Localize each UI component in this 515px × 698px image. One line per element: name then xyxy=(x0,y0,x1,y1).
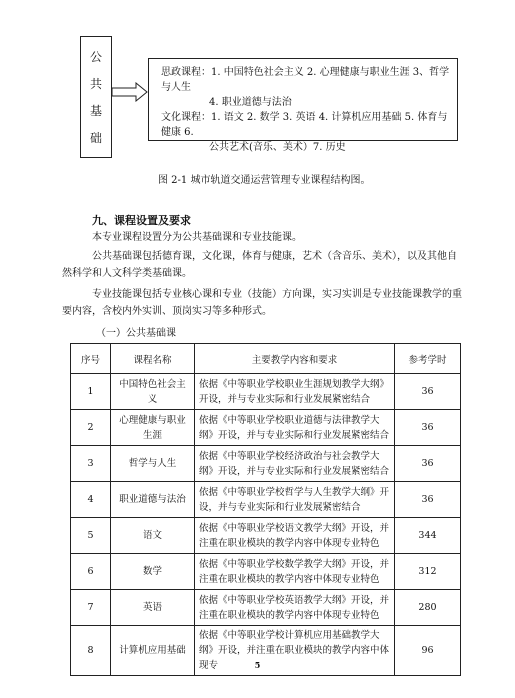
sub-heading: （一）公共基础课 xyxy=(96,328,176,339)
cell-content: 依据《中等职业学校数学教学大纲》开设，并注重在职业模块的教学内容中体现专业特色 xyxy=(195,554,395,590)
left-label-char: 础 xyxy=(89,131,102,145)
cell-name: 语文 xyxy=(111,518,195,554)
header-no: 序号 xyxy=(71,344,111,374)
cell-content: 依据《中等职业学校计算机应用基础教学大纲》开设，并注重在职业模块的教学内容中体现专 xyxy=(195,626,395,676)
table-header-row xyxy=(71,344,461,374)
left-label-char: 共 xyxy=(89,77,102,91)
cell-content: 依据《中等职业学校职业道德与法律教学大纲》开设，并与专业实际和行业发展紧密结合 xyxy=(195,410,395,446)
cell-no: 1 xyxy=(71,374,111,410)
paragraph-3: 专业技能课包括专业核心课和专业（技能）方向课，实习实训是专业技能课教学的重要内容，含校内外实训、顶岗实习等多种形式。 xyxy=(62,289,462,317)
cell-hours: 280 xyxy=(395,590,461,626)
cell-content: 依据《中等职业学校职业生涯规划教学大纲》开设，并与专业实际和行业发展紧密结合 xyxy=(195,374,395,410)
section-heading: 九、课程设置及要求 xyxy=(92,214,191,227)
header-hours: 参考学时 xyxy=(395,344,461,374)
figure-caption: 图 2-1 城市轨道交通运营管理专业课程结构图。 xyxy=(158,175,371,186)
cell-hours: 312 xyxy=(395,554,461,590)
politics-line-1: 思政课程：1. 中国特色社会主义 2. 心理健康与职业生涯 3、哲学与人生 xyxy=(161,67,450,93)
cell-hours: 36 xyxy=(395,374,461,410)
cell-hours: 36 xyxy=(395,482,461,518)
cell-no: 5 xyxy=(71,518,111,554)
paragraph-1: 本专业课程设置分为公共基础课和专业技能课。 xyxy=(92,232,302,243)
cell-hours: 36 xyxy=(395,410,461,446)
cell-content: 依据《中等职业学校英语教学大纲》开设，并注重在职业模块的教学内容中体现专业特色 xyxy=(195,590,395,626)
table-row xyxy=(71,518,461,554)
cell-name: 数学 xyxy=(111,554,195,590)
table-row xyxy=(71,446,461,482)
cell-name: 职业道德与法治 xyxy=(111,482,195,518)
left-label-char: 公 xyxy=(89,50,102,64)
culture-line-1: 文化课程：1. 语文 2. 数学 3. 英语 4. 计算机应用基础 5. 体育与健康 6. xyxy=(161,112,448,138)
paragraph-2: 公共基础课包括德育课，文化课，体育与健康，艺术（含音乐、美术），以及其他自然科学和人文科学类基础课。 xyxy=(62,251,457,279)
cell-hours: 96 xyxy=(395,626,461,676)
table-row xyxy=(71,590,461,626)
cell-hours: 344 xyxy=(395,518,461,554)
cell-no: 3 xyxy=(71,446,111,482)
table-row xyxy=(71,554,461,590)
table-row xyxy=(71,374,461,410)
cell-name: 英语 xyxy=(111,590,195,626)
politics-line-2: 4. 职业道德与法治 xyxy=(209,97,292,108)
cell-no: 4 xyxy=(71,482,111,518)
table-row xyxy=(71,482,461,518)
page-number: 5 xyxy=(254,660,261,670)
header-content: 主要教学内容和要求 xyxy=(195,344,395,374)
header-name: 课程名称 xyxy=(111,344,195,374)
left-label-char: 基 xyxy=(89,104,102,118)
cell-hours: 36 xyxy=(395,446,461,482)
curriculum-content-box xyxy=(148,58,458,153)
cell-content: 依据《中等职业学校哲学与人生教学大纲》开设，并与专业实际和行业发展紧密结合 xyxy=(195,482,395,518)
cell-name: 哲学与人生 xyxy=(111,446,195,482)
cell-no: 6 xyxy=(71,554,111,590)
cell-name: 心理健康与职业生涯 xyxy=(111,410,195,446)
right-arrow-icon xyxy=(112,82,148,102)
cell-content: 依据《中等职业学校语文教学大纲》开设，并注重在职业模块的教学内容中体现专业特色 xyxy=(195,518,395,554)
cell-no: 8 xyxy=(71,626,111,676)
cell-name: 计算机应用基础 xyxy=(111,626,195,676)
cell-name: 中国特色社会主义 xyxy=(111,374,195,410)
public-foundation-box xyxy=(80,36,112,158)
cell-content: 依据《中等职业学校经济政治与社会教学大纲》开设，并与专业实际和行业发展紧密结合 xyxy=(195,446,395,482)
courses-table xyxy=(70,343,461,676)
cell-no: 2 xyxy=(71,410,111,446)
culture-line-2: 公共艺术(音乐、美术）7. 历史 xyxy=(209,142,346,153)
cell-no: 7 xyxy=(71,590,111,626)
table-row xyxy=(71,410,461,446)
